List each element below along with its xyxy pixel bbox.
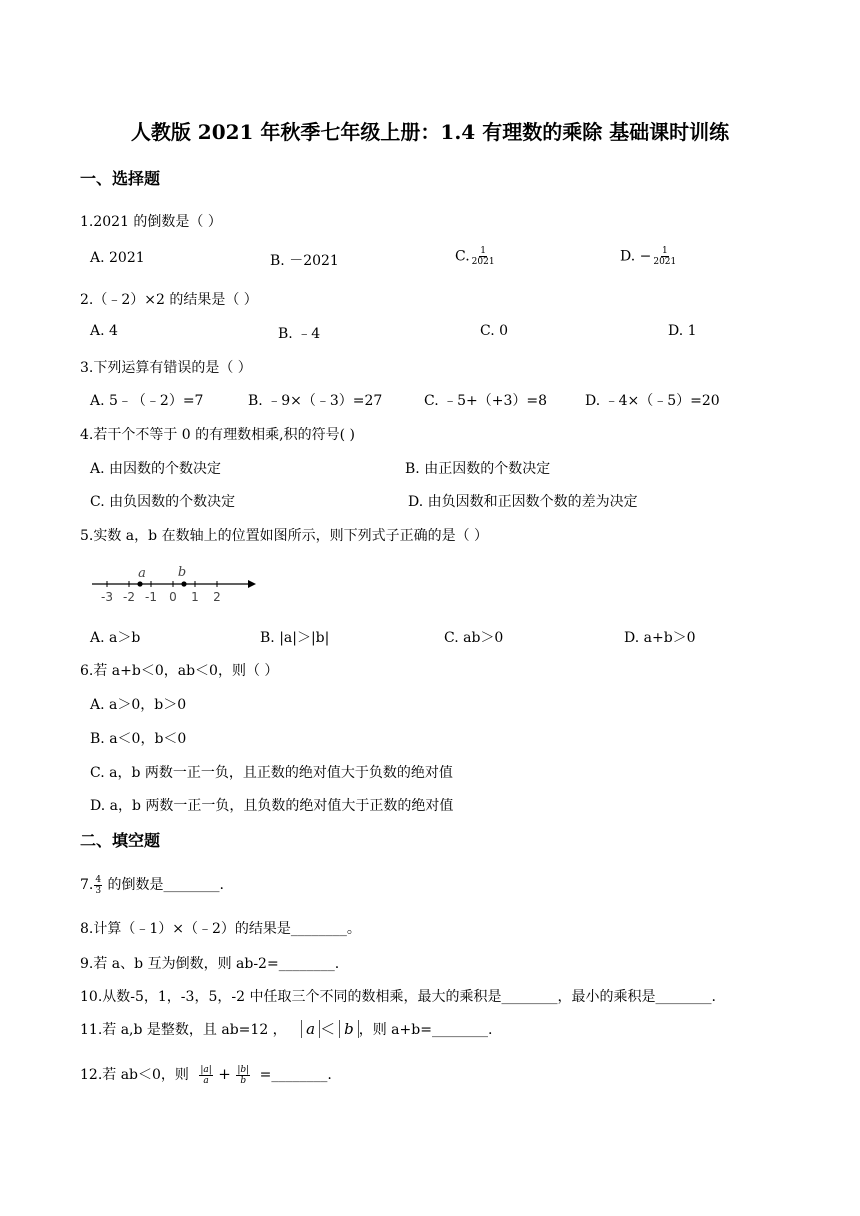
- question-12-suffix: =________.: [259, 1067, 332, 1083]
- page-title: 人教版 2021 年秋季七年级上册：1.4 有理数的乘除 基础课时训练: [130, 120, 730, 144]
- question-1-option-d: [620, 246, 678, 267]
- question-3-stem: 3.下列运算有错误的是（ ）: [80, 360, 252, 376]
- tick-label: 0: [169, 590, 177, 604]
- question-4-stem: 4.若干个不等于 0 的有理数相乘,积的符号( ): [80, 427, 355, 443]
- question-3-option-b: B. ﹣9×（﹣3）=27: [248, 393, 383, 409]
- point-b-label: b: [177, 565, 187, 580]
- fraction-numerator: |a|: [200, 1064, 212, 1075]
- question-7-suffix: 的倒数是________.: [103, 877, 224, 893]
- question-1-option-a: A. 2021: [90, 250, 145, 266]
- question-2-option-b: B. ﹣4: [278, 326, 321, 342]
- point-a-label: a: [138, 566, 146, 581]
- fraction-numerator: 1: [480, 246, 486, 256]
- tick-label: 2: [213, 590, 221, 604]
- question-6-option-b: B. a＜0，b＜0: [90, 731, 187, 747]
- question-1-stem: 1.2021 的倒数是（ ）: [80, 214, 222, 230]
- abs-b: b: [339, 1020, 359, 1038]
- question-6-stem: 6.若 a+b＜0，ab＜0，则（ ）: [80, 663, 279, 679]
- question-11-prefix: 11.若 a,b 是整数，且 ab=12 ，: [80, 1022, 287, 1038]
- question-4-option-a: A. 由因数的个数决定: [90, 461, 222, 477]
- fraction-denominator: 3: [95, 885, 102, 896]
- fraction: [471, 246, 496, 267]
- question-11-suffix: ，则 a+b=________.: [358, 1022, 493, 1038]
- fraction-denominator: a: [203, 1075, 209, 1086]
- question-2-option-d: D. 1: [668, 323, 697, 339]
- question-6-option-c: C. a，b 两数一正一负，且正数的绝对值大于负数的绝对值: [90, 765, 453, 781]
- abs-a: a: [301, 1020, 320, 1038]
- number-line-figure: [88, 562, 258, 604]
- fraction-denominator: b: [240, 1075, 247, 1086]
- question-1-option-b: B. －2021: [270, 253, 339, 269]
- question-3-option-d: D. ﹣4×（﹣5）=20: [585, 393, 720, 409]
- question-3-option-c: C. ﹣5+（+3）=8: [424, 393, 548, 409]
- question-4-option-c: C. 由负因数的个数决定: [90, 494, 236, 510]
- fraction-numerator: |b|: [237, 1064, 250, 1075]
- question-12-prefix: 12.若 ab＜0，则: [80, 1067, 189, 1083]
- fraction: [652, 246, 677, 267]
- tick-label: -3: [101, 590, 113, 604]
- question-2-option-a: A. 4: [90, 323, 118, 339]
- question-6-option-d: D. a，b 两数一正一负，且负数的绝对值大于正数的绝对值: [90, 798, 454, 814]
- question-9: 9.若 a、b 互为倒数，则 ab-2=________.: [80, 956, 340, 972]
- question-2-stem: 2.（﹣2）×2 的结果是（ ）: [80, 292, 258, 308]
- question-5-stem: 5.实数 a，b 在数轴上的位置如图所示，则下列式子正确的是（ ）: [80, 528, 489, 544]
- question-11: [80, 1018, 492, 1039]
- arrow-icon: [248, 580, 256, 588]
- question-2-option-c: C. 0: [480, 323, 509, 339]
- question-8: 8.计算（﹣1）×（﹣2）的结果是________。: [80, 921, 361, 937]
- question-6-option-a: A. a＞0，b＞0: [90, 697, 187, 713]
- point-b-dot: [181, 581, 186, 586]
- plus-sign: +: [218, 1065, 231, 1083]
- fraction: [236, 1065, 250, 1086]
- fraction-numerator: 1: [661, 246, 668, 256]
- fraction: [199, 1065, 212, 1086]
- point-a-dot: [137, 581, 142, 586]
- section-heading-choice: 一、选择题: [80, 169, 161, 188]
- question-4-option-b: B. 由正因数的个数决定: [405, 461, 551, 477]
- question-5-option-b: B. |a|＞|b|: [260, 630, 330, 646]
- option-c-prefix: C.: [455, 248, 470, 265]
- less-than-sign: ＜: [320, 1020, 336, 1038]
- question-12: [80, 1064, 332, 1086]
- question-7-prefix: 7.: [80, 877, 94, 893]
- section-heading-fill: 二、填空题: [80, 831, 161, 850]
- tick-label: 1: [191, 590, 199, 604]
- question-1-option-c: [455, 246, 497, 267]
- fraction-denominator: 2021: [653, 257, 677, 267]
- fraction: [94, 875, 102, 896]
- question-10: 10.从数-5，1，-3，5，-2 中任取三个不同的数相乘，最大的乘积是________，最小的乘积是________.: [80, 989, 716, 1005]
- question-3-option-a: A. 5﹣（﹣2）=7: [90, 393, 204, 409]
- tick-label: -1: [145, 590, 157, 604]
- fraction-numerator: 4: [95, 874, 102, 885]
- question-7: [80, 874, 224, 896]
- question-5-option-a: A. a＞b: [90, 630, 141, 646]
- option-d-prefix: D. −: [620, 248, 652, 265]
- question-5-option-d: D. a+b＞0: [624, 630, 696, 646]
- fraction-denominator: 2021: [471, 257, 495, 267]
- question-4-option-d: D. 由负因数和正因数个数的差为决定: [408, 494, 638, 510]
- tick-label: -2: [123, 590, 135, 604]
- question-5-option-c: C. ab＞0: [444, 630, 504, 646]
